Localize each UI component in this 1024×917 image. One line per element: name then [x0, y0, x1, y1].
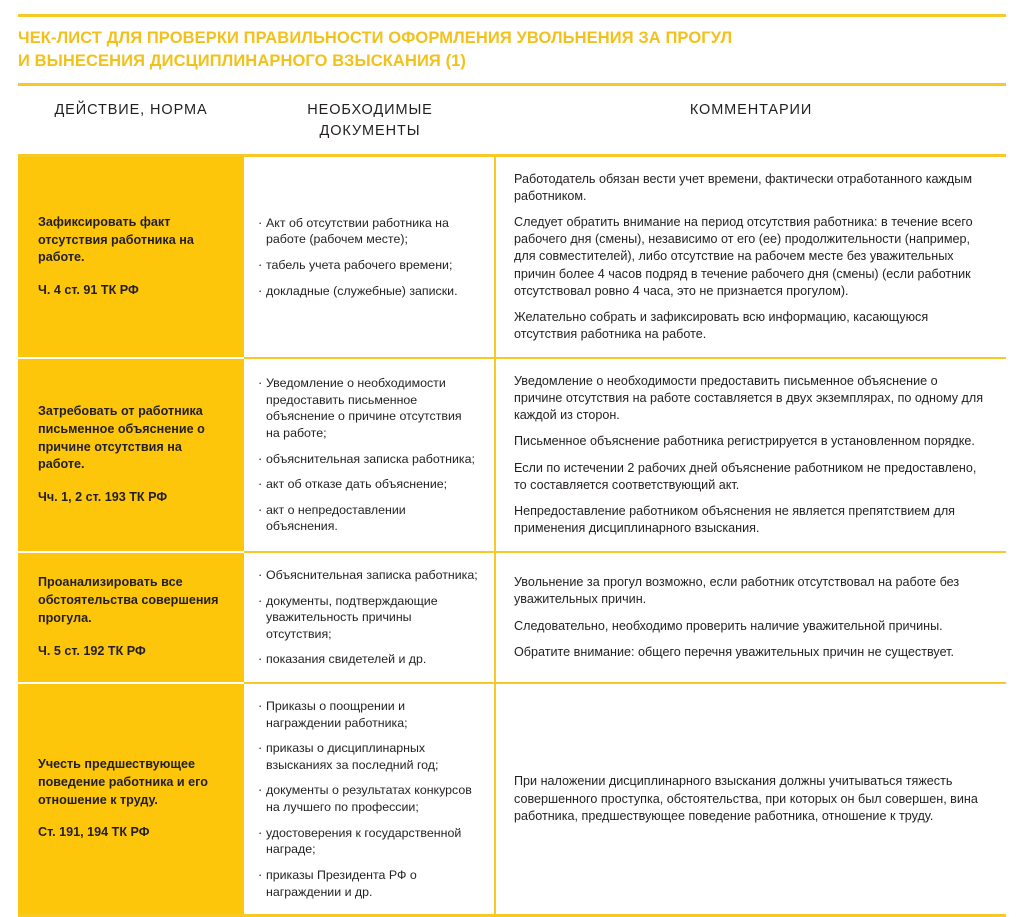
checklist-table [18, 157, 1006, 914]
action-cell [18, 157, 244, 357]
documents-list-item: · объяснительная записка работника; [258, 451, 478, 468]
documents-list-item: · Объяснительная записка работника; [258, 567, 478, 584]
documents-list [258, 698, 478, 900]
column-header-documents-line-1: НЕОБХОДИМЫЕ [307, 101, 433, 118]
action-title: Учесть предшествующее поведение работника и его отношение к труду. [38, 756, 208, 807]
documents-list-item: · документы о результатах конкурсов на лучшего по профессии; [258, 782, 478, 815]
table-row [18, 553, 1006, 682]
table-row [18, 684, 1006, 914]
table-row [18, 359, 1006, 551]
comment-paragraph: Уведомление о необходимости предоставить письменное объяснение о причине отсутствия на работе составляется в двух экземплярах, по одному для каждой из сторон. [514, 374, 984, 423]
column-header-documents [244, 100, 496, 142]
documents-list-item: · приказы о дисциплинарных взысканиях за последний год; [258, 740, 478, 773]
documents-list-item: · докладные (служебные) записки. [258, 283, 478, 300]
comments-cell [496, 553, 1006, 682]
table-header-row [18, 86, 1006, 154]
documents-list-item: · приказы Президента РФ о награждении и др. [258, 867, 478, 900]
documents-cell [244, 359, 496, 551]
documents-list-item: · Приказы о поощрении и награждении работника; [258, 698, 478, 731]
documents-cell [244, 684, 496, 914]
action-norm: Ч. 4 ст. 91 ТК РФ [38, 283, 139, 298]
comment-paragraph: Увольнение за прогул возможно, если работник отсутствовал на работе без уважительных причин. [514, 575, 960, 607]
column-header-comments-line-1: КОММЕНТАРИИ [689, 101, 813, 118]
action-cell [18, 359, 244, 551]
documents-list-item: · акт о непредоставлении объяснения. [258, 502, 478, 535]
comment-paragraph: При наложении дисциплинарного взыскания должны учитываться тяжесть совершенного проступка, обстоятельства, при которых он был совершен, вина работника, предшествующее поведение работника, отношение к труду. [514, 774, 978, 823]
action-cell [18, 553, 244, 682]
action-title: Зафиксировать факт отсутствия работника на работе. [38, 214, 194, 265]
page-title-line-1: ЧЕК-ЛИСТ ДЛЯ ПРОВЕРКИ ПРАВИЛЬНОСТИ ОФОРМЛЕНИЯ УВОЛЬНЕНИЯ ЗА ПРОГУЛ [18, 29, 733, 47]
comment-paragraph: Если по истечении 2 рабочих дней объяснение работником не предоставлено, то составляется соответствующий акт. [514, 460, 977, 492]
comment-paragraph: Следовательно, необходимо проверить наличие уважительной причины. [514, 618, 943, 633]
documents-list-item: · табель учета рабочего времени; [258, 257, 478, 274]
documents-cell [244, 553, 496, 682]
checklist-page [0, 14, 1024, 899]
documents-list-item: · Уведомление о необходимости предоставить письменное объяснение о причине отсутствия на работе; [258, 375, 478, 441]
page-title-line-2: И ВЫНЕСЕНИЯ ДИСЦИПЛИНАРНОГО ВЗЫСКАНИЯ (1) [18, 52, 467, 71]
column-header-action [18, 100, 244, 121]
column-header-comments [496, 100, 1006, 121]
comments-cell [496, 157, 1006, 357]
page-title [18, 17, 1006, 83]
comment-paragraph: Непредоставление работником объяснения не является препятствием для применения дисциплинарного взыскания. [514, 503, 955, 535]
comment-paragraph: Обратите внимание: общего перечня уважительных причин не существует. [514, 644, 955, 659]
documents-list [258, 375, 478, 535]
action-cell [18, 684, 244, 914]
comment-paragraph: Желательно собрать и зафиксировать всю информацию, касающуюся отсутствия работника на работе. [514, 309, 929, 341]
action-title: Проанализировать все обстоятельства совершения прогула. [38, 575, 219, 626]
documents-list-item: · удостоверения к государственной награде; [258, 825, 478, 858]
documents-list-item: · Акт об отсутствии работника на работе (рабочем месте); [258, 215, 478, 248]
comments-cell [496, 359, 1006, 551]
comment-paragraph: Работодатель обязан вести учет времени, фактически отработанного каждым работником. [514, 171, 972, 203]
column-header-documents-line-2: ДОКУМЕНТЫ [319, 122, 421, 139]
action-title: Затребовать от работника письменное объяснение о причине отсутствия на работе. [38, 403, 205, 472]
documents-cell [244, 157, 496, 357]
column-header-action-line-1: ДЕЙСТВИЕ, НОРМА [54, 101, 208, 118]
documents-list-item: · показания свидетелей и др. [258, 651, 478, 668]
comments-cell [496, 684, 1006, 914]
action-norm: Ч. 5 ст. 192 ТК РФ [38, 643, 146, 658]
comment-paragraph: Следует обратить внимание на период отсутствия работника: в течение всего рабочего дня (смены), независимо от его (ее) продолжительности (например, для совместителей), либо отсутствие на рабочем месте без уважительных причин более 4 часов подряд в течение рабочего дня (смены) (если работник отсутствовал ровно 4 часа, это не признается прогулом). [514, 215, 973, 298]
documents-list-item: · документы, подтверждающие уважительность причины отсутствия; [258, 593, 478, 643]
documents-list [258, 567, 478, 668]
documents-list [258, 215, 478, 299]
action-norm: Чч. 1, 2 ст. 193 ТК РФ [38, 490, 168, 505]
comment-paragraph: Письменное объяснение работника регистрируется в установленном порядке. [514, 434, 975, 449]
action-norm: Ст. 191, 194 ТК РФ [38, 825, 150, 840]
table-row [18, 157, 1006, 357]
documents-list-item: · акт об отказе дать объяснение; [258, 476, 478, 493]
